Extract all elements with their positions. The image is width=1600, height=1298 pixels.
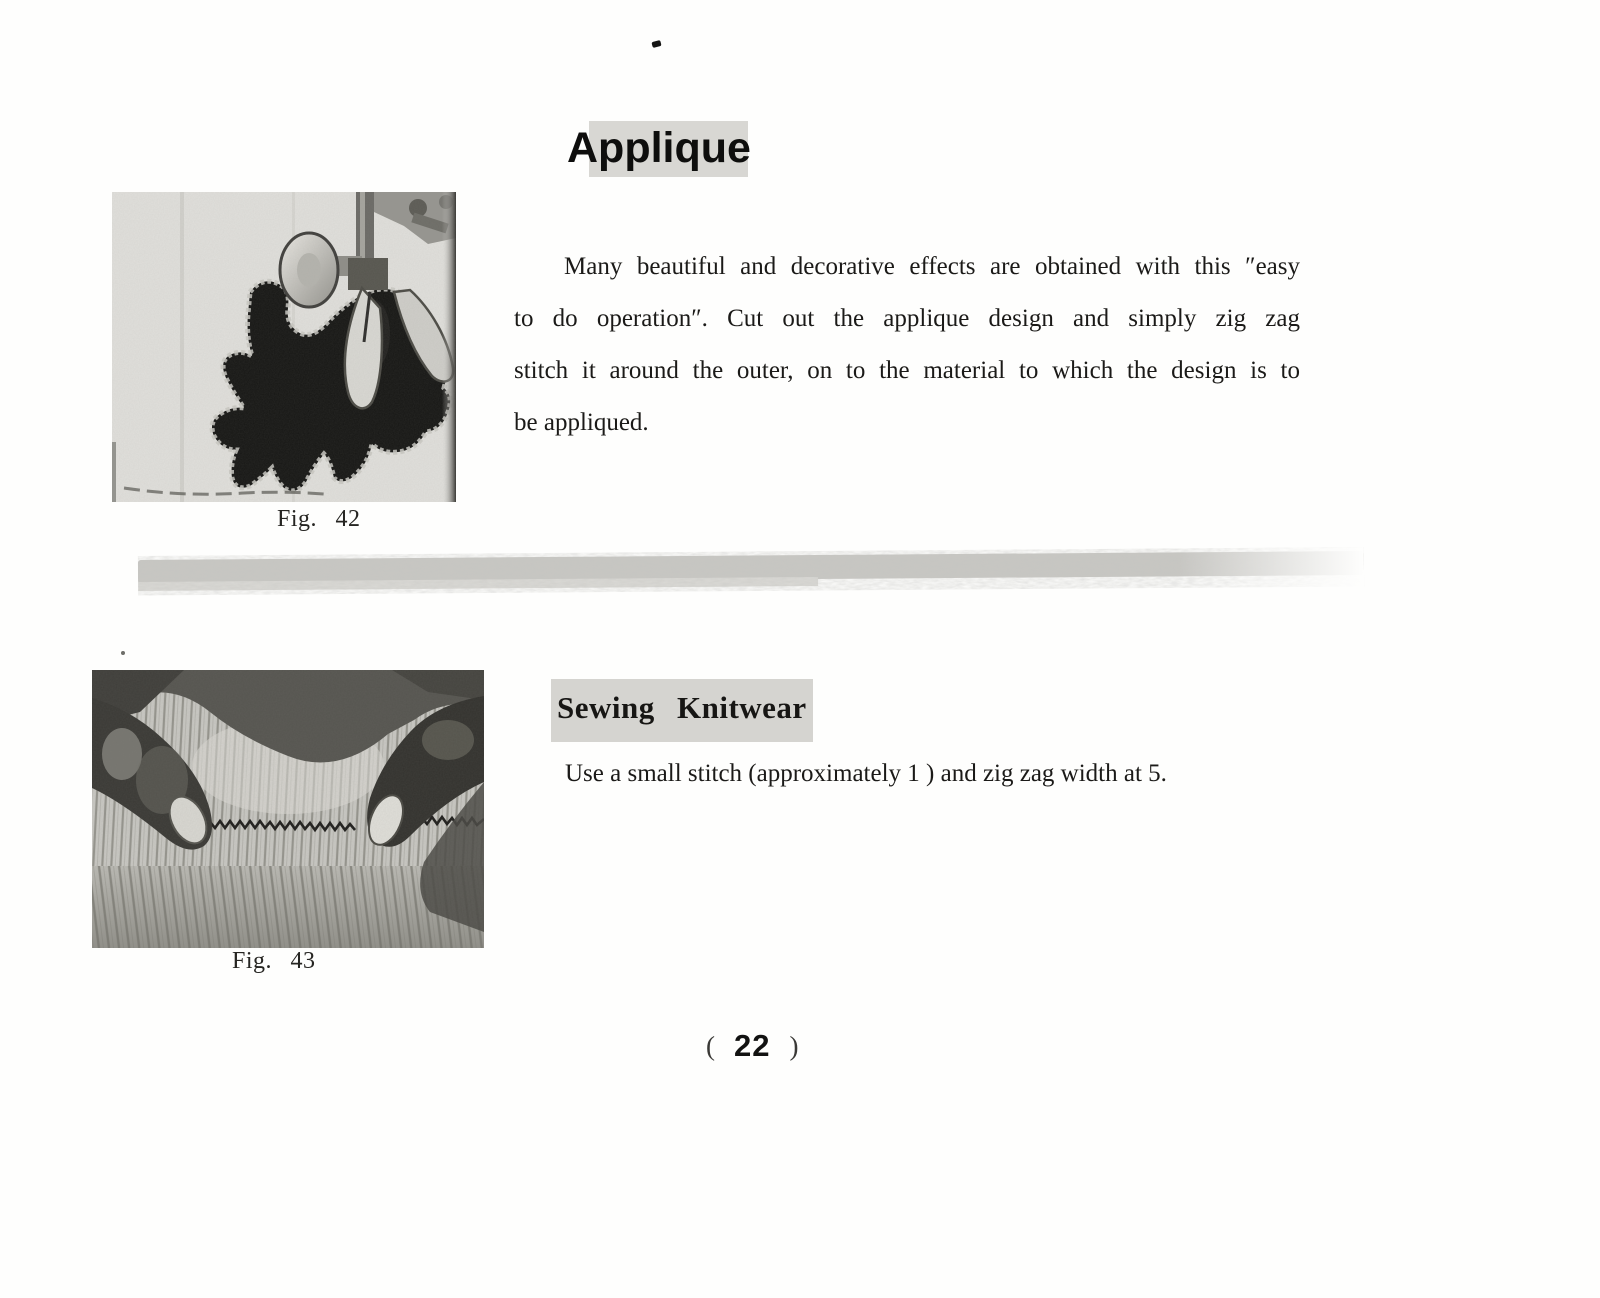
page-number-value: 22 — [734, 1028, 771, 1063]
page-number — [703, 1028, 801, 1064]
figure-43 — [92, 670, 484, 948]
applique-paragraph — [514, 241, 1300, 449]
fig43-photo — [92, 670, 484, 948]
paragraph-line: be appliqued. — [514, 409, 649, 436]
paragraph-line: Many beautiful and decorative effects are obtained with this ″easy — [564, 253, 1300, 280]
page-title: Applique — [567, 124, 751, 172]
paragraph-line: stitch it around the outer, on to the material to which the design is to — [514, 357, 1300, 384]
figure-42 — [112, 192, 456, 502]
page-number-close-paren: ) — [789, 1030, 799, 1061]
figure-43-caption: Fig. 43 — [232, 948, 316, 974]
fig42-photo — [112, 192, 456, 502]
paragraph-line: to do operation″. Cut out the applique design and simply zig zag — [514, 305, 1300, 332]
section-heading: Sewing Knitwear — [557, 690, 807, 725]
figure-42-caption: Fig. 42 — [277, 506, 361, 532]
ink-speck — [651, 40, 661, 48]
page-number-open-paren: ( — [706, 1030, 715, 1061]
knitwear-instruction: Use a small stitch (approximately 1 ) and zig zag width at 5. — [565, 760, 1167, 787]
section-divider — [138, 547, 1364, 596]
ink-speck — [121, 651, 125, 655]
